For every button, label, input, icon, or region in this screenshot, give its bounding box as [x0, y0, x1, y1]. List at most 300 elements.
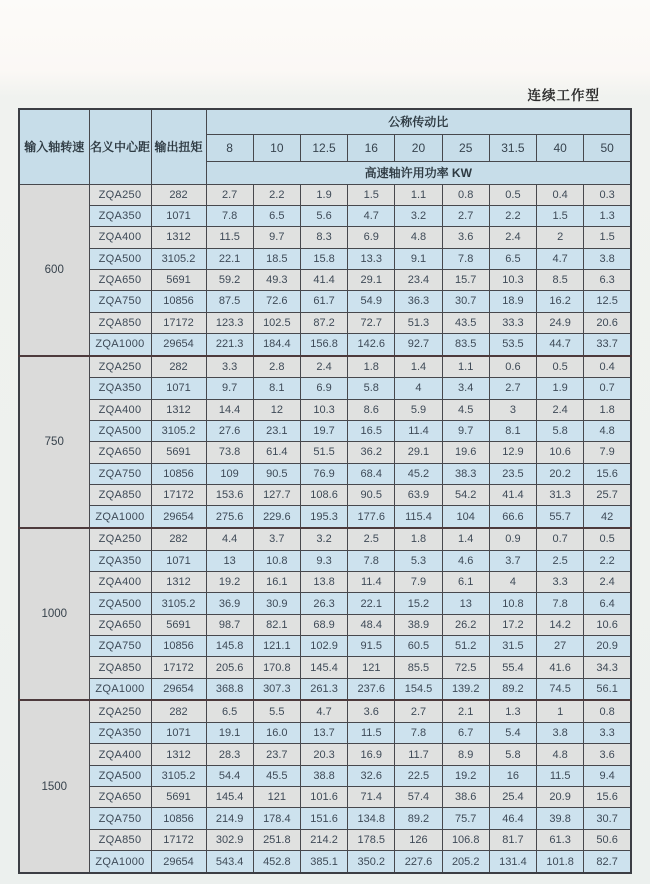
power-value-cell: 229.6	[253, 506, 300, 528]
power-value-cell: 261.3	[300, 678, 347, 700]
power-value-cell: 1.1	[442, 356, 489, 378]
power-value-cell: 275.6	[206, 506, 253, 528]
power-value-cell: 6.9	[348, 227, 395, 248]
power-value-cell: 3.7	[489, 550, 536, 571]
torque-cell: 10856	[151, 291, 206, 312]
power-value-cell: 17.2	[489, 614, 536, 635]
power-value-cell: 153.6	[206, 484, 253, 505]
power-value-cell: 16.9	[348, 744, 395, 765]
power-value-cell: 4.6	[442, 550, 489, 571]
power-value-cell: 11.5	[206, 227, 253, 248]
power-value-cell: 19.2	[206, 572, 253, 593]
power-value-cell: 91.5	[348, 636, 395, 657]
power-value-cell: 74.5	[537, 678, 584, 700]
power-value-cell: 221.3	[206, 333, 253, 355]
table-row	[19, 700, 631, 722]
power-value-cell: 8.5	[537, 269, 584, 290]
header-ratio-value: 40	[537, 134, 584, 161]
model-cell: ZQA750	[89, 291, 151, 312]
table-row	[19, 572, 631, 593]
power-value-cell: 30.7	[584, 808, 631, 829]
header-ratio-value: 8	[206, 134, 253, 161]
power-value-cell: 20.9	[584, 636, 631, 657]
torque-cell: 1071	[151, 550, 206, 571]
power-value-cell: 205.2	[442, 851, 489, 873]
group-speed-cell: 1500	[19, 700, 89, 873]
power-value-cell: 68.4	[348, 463, 395, 484]
power-value-cell: 4	[395, 378, 442, 399]
power-value-cell: 6.4	[584, 593, 631, 614]
table-row	[19, 227, 631, 248]
spec-table	[18, 108, 632, 874]
power-value-cell: 33.7	[584, 333, 631, 355]
power-value-cell: 170.8	[253, 657, 300, 678]
power-value-cell: 92.7	[395, 333, 442, 355]
power-value-cell: 6.5	[253, 205, 300, 226]
torque-cell: 282	[151, 528, 206, 550]
power-value-cell: 2.7	[489, 378, 536, 399]
model-cell: ZQA500	[89, 420, 151, 441]
power-value-cell: 106.8	[442, 829, 489, 850]
model-cell: ZQA250	[89, 528, 151, 550]
group-speed-cell: 600	[19, 184, 89, 356]
table-row	[19, 312, 631, 333]
power-value-cell: 14.2	[537, 614, 584, 635]
power-value-cell: 11.5	[348, 723, 395, 744]
table-row	[19, 269, 631, 290]
power-value-cell: 0.5	[584, 528, 631, 550]
torque-cell: 5691	[151, 787, 206, 808]
power-value-cell: 31.5	[489, 636, 536, 657]
power-value-cell: 4.5	[442, 399, 489, 420]
power-value-cell: 2.2	[584, 550, 631, 571]
header-ratio-value: 25	[442, 134, 489, 161]
table-row	[19, 550, 631, 571]
torque-cell: 282	[151, 184, 206, 205]
table-row	[19, 829, 631, 850]
power-value-cell: 9.3	[300, 550, 347, 571]
power-value-cell: 51.2	[442, 636, 489, 657]
power-value-cell: 20.6	[584, 312, 631, 333]
power-value-cell: 6.5	[489, 248, 536, 269]
power-value-cell: 1.9	[300, 184, 347, 205]
power-value-cell: 2.5	[537, 550, 584, 571]
power-value-cell: 10.6	[584, 614, 631, 635]
power-value-cell: 27	[537, 636, 584, 657]
power-value-cell: 1.3	[584, 205, 631, 226]
power-value-cell: 145.8	[206, 636, 253, 657]
power-value-cell: 3.6	[348, 700, 395, 722]
power-value-cell: 109	[206, 463, 253, 484]
power-value-cell: 45.5	[253, 765, 300, 786]
model-cell: ZQA350	[89, 550, 151, 571]
table-row	[19, 723, 631, 744]
power-value-cell: 5.8	[489, 744, 536, 765]
power-value-cell: 145.4	[206, 787, 253, 808]
power-value-cell: 9.7	[206, 378, 253, 399]
header-center-distance: 名义中心距	[89, 109, 151, 184]
power-value-cell: 54.9	[348, 291, 395, 312]
group-speed-cell: 1000	[19, 528, 89, 700]
power-value-cell: 48.4	[348, 614, 395, 635]
power-value-cell: 0.8	[442, 184, 489, 205]
model-cell: ZQA1000	[89, 851, 151, 873]
power-value-cell: 59.2	[206, 269, 253, 290]
torque-cell: 282	[151, 356, 206, 378]
model-cell: ZQA850	[89, 657, 151, 678]
power-value-cell: 10.3	[300, 399, 347, 420]
power-value-cell: 18.9	[489, 291, 536, 312]
power-value-cell: 11.4	[348, 572, 395, 593]
torque-cell: 17172	[151, 829, 206, 850]
power-value-cell: 10.6	[537, 442, 584, 463]
power-value-cell: 13.7	[300, 723, 347, 744]
model-cell: ZQA750	[89, 636, 151, 657]
power-value-cell: 0.4	[537, 184, 584, 205]
power-value-cell: 89.2	[489, 678, 536, 700]
model-cell: ZQA250	[89, 356, 151, 378]
power-value-cell: 36.3	[395, 291, 442, 312]
header-power-note: 高速轴许用功率 KW	[206, 161, 631, 184]
power-value-cell: 87.5	[206, 291, 253, 312]
power-value-cell: 115.4	[395, 506, 442, 528]
power-value-cell: 12	[253, 399, 300, 420]
torque-cell: 17172	[151, 484, 206, 505]
power-value-cell: 3.2	[395, 205, 442, 226]
power-value-cell: 38.6	[442, 787, 489, 808]
power-value-cell: 90.5	[348, 484, 395, 505]
power-value-cell: 49.3	[253, 269, 300, 290]
power-value-cell: 34.3	[584, 657, 631, 678]
power-value-cell: 7.8	[348, 550, 395, 571]
power-value-cell: 452.8	[253, 851, 300, 873]
power-value-cell: 75.7	[442, 808, 489, 829]
power-value-cell: 205.6	[206, 657, 253, 678]
power-value-cell: 307.3	[253, 678, 300, 700]
table-row	[19, 420, 631, 441]
power-value-cell: 61.3	[537, 829, 584, 850]
torque-cell: 1071	[151, 205, 206, 226]
power-value-cell: 15.6	[584, 463, 631, 484]
power-value-cell: 53.5	[489, 333, 536, 355]
power-value-cell: 38.8	[300, 765, 347, 786]
power-value-cell: 7.9	[395, 572, 442, 593]
power-value-cell: 8.3	[300, 227, 347, 248]
power-value-cell: 30.7	[442, 291, 489, 312]
power-value-cell: 19.1	[206, 723, 253, 744]
power-value-cell: 11.4	[395, 420, 442, 441]
power-value-cell: 6.5	[206, 700, 253, 722]
power-value-cell: 16.0	[253, 723, 300, 744]
model-cell: ZQA500	[89, 765, 151, 786]
power-value-cell: 4	[489, 572, 536, 593]
power-value-cell: 1.5	[584, 227, 631, 248]
power-value-cell: 543.4	[206, 851, 253, 873]
power-value-cell: 20.3	[300, 744, 347, 765]
power-value-cell: 23.4	[395, 269, 442, 290]
table-row	[19, 184, 631, 205]
table-row	[19, 356, 631, 378]
torque-cell: 5691	[151, 269, 206, 290]
power-value-cell: 15.6	[584, 787, 631, 808]
power-value-cell: 90.5	[253, 463, 300, 484]
table-row	[19, 205, 631, 226]
group-speed-cell: 750	[19, 356, 89, 528]
torque-cell: 5691	[151, 442, 206, 463]
power-value-cell: 3.3	[537, 572, 584, 593]
header-ratio-group: 公称传动比	[206, 109, 631, 134]
model-cell: ZQA500	[89, 248, 151, 269]
power-value-cell: 26.3	[300, 593, 347, 614]
power-value-cell: 54.4	[206, 765, 253, 786]
power-value-cell: 177.6	[348, 506, 395, 528]
power-value-cell: 60.5	[395, 636, 442, 657]
power-value-cell: 15.8	[300, 248, 347, 269]
power-value-cell: 184.4	[253, 333, 300, 355]
power-value-cell: 145.4	[300, 657, 347, 678]
power-value-cell: 4.7	[348, 205, 395, 226]
power-value-cell: 127.7	[253, 484, 300, 505]
power-value-cell: 5.6	[300, 205, 347, 226]
power-value-cell: 11.7	[395, 744, 442, 765]
power-value-cell: 2.4	[537, 399, 584, 420]
header-input-speed: 输入轴转速	[19, 109, 89, 184]
power-value-cell: 2.8	[253, 356, 300, 378]
power-value-cell: 156.8	[300, 333, 347, 355]
torque-cell: 1312	[151, 399, 206, 420]
table-row	[19, 744, 631, 765]
model-cell: ZQA400	[89, 744, 151, 765]
power-value-cell: 5.8	[348, 378, 395, 399]
power-value-cell: 31.3	[537, 484, 584, 505]
power-value-cell: 0.8	[584, 700, 631, 722]
power-value-cell: 61.7	[300, 291, 347, 312]
power-value-cell: 6.3	[584, 269, 631, 290]
power-value-cell: 19.2	[442, 765, 489, 786]
table-row	[19, 657, 631, 678]
power-value-cell: 3.6	[442, 227, 489, 248]
power-value-cell: 2.7	[395, 700, 442, 722]
power-value-cell: 2.4	[489, 227, 536, 248]
header-ratio-value: 12.5	[300, 134, 347, 161]
table-row	[19, 291, 631, 312]
power-value-cell: 9.4	[584, 765, 631, 786]
power-value-cell: 22.1	[348, 593, 395, 614]
power-value-cell: 368.8	[206, 678, 253, 700]
power-value-cell: 26.2	[442, 614, 489, 635]
power-value-cell: 4.8	[584, 420, 631, 441]
model-cell: ZQA1000	[89, 333, 151, 355]
power-value-cell: 2.5	[348, 528, 395, 550]
power-value-cell: 51.3	[395, 312, 442, 333]
power-value-cell: 102.5	[253, 312, 300, 333]
power-value-cell: 0.7	[584, 378, 631, 399]
power-value-cell: 19.6	[442, 442, 489, 463]
power-value-cell: 41.6	[537, 657, 584, 678]
power-value-cell: 385.1	[300, 851, 347, 873]
power-value-cell: 1	[537, 700, 584, 722]
power-value-cell: 237.6	[348, 678, 395, 700]
power-value-cell: 1.4	[442, 528, 489, 550]
power-value-cell: 82.1	[253, 614, 300, 635]
model-cell: ZQA350	[89, 378, 151, 399]
model-cell: ZQA850	[89, 484, 151, 505]
power-value-cell: 36.2	[348, 442, 395, 463]
power-value-cell: 87.2	[300, 312, 347, 333]
power-value-cell: 12.9	[489, 442, 536, 463]
power-value-cell: 10.8	[489, 593, 536, 614]
power-value-cell: 10.8	[253, 550, 300, 571]
power-value-cell: 2.4	[584, 572, 631, 593]
model-cell: ZQA750	[89, 808, 151, 829]
power-value-cell: 302.9	[206, 829, 253, 850]
torque-cell: 3105.2	[151, 420, 206, 441]
power-value-cell: 38.3	[442, 463, 489, 484]
power-value-cell: 0.5	[537, 356, 584, 378]
torque-cell: 3105.2	[151, 248, 206, 269]
power-value-cell: 16.2	[537, 291, 584, 312]
power-value-cell: 83.5	[442, 333, 489, 355]
power-value-cell: 151.6	[300, 808, 347, 829]
table-row	[19, 636, 631, 657]
power-value-cell: 1.3	[489, 700, 536, 722]
table-row	[19, 506, 631, 528]
power-value-cell: 2.7	[206, 184, 253, 205]
power-value-cell: 19.7	[300, 420, 347, 441]
power-value-cell: 14.4	[206, 399, 253, 420]
power-value-cell: 5.3	[395, 550, 442, 571]
power-value-cell: 0.5	[489, 184, 536, 205]
power-value-cell: 28.3	[206, 744, 253, 765]
power-value-cell: 20.2	[537, 463, 584, 484]
power-value-cell: 214.2	[300, 829, 347, 850]
power-value-cell: 1.9	[537, 378, 584, 399]
power-value-cell: 104	[442, 506, 489, 528]
power-value-cell: 39.8	[537, 808, 584, 829]
power-value-cell: 134.8	[348, 808, 395, 829]
header-ratio-value: 50	[584, 134, 631, 161]
power-value-cell: 0.3	[584, 184, 631, 205]
power-value-cell: 0.7	[537, 528, 584, 550]
model-cell: ZQA350	[89, 723, 151, 744]
power-value-cell: 2.1	[442, 700, 489, 722]
power-value-cell: 85.5	[395, 657, 442, 678]
power-value-cell: 13	[206, 550, 253, 571]
torque-cell: 1312	[151, 227, 206, 248]
model-cell: ZQA400	[89, 572, 151, 593]
power-value-cell: 1.5	[348, 184, 395, 205]
power-value-cell: 121	[348, 657, 395, 678]
power-value-cell: 101.6	[300, 787, 347, 808]
power-value-cell: 0.6	[489, 356, 536, 378]
power-value-cell: 63.9	[395, 484, 442, 505]
torque-cell: 1312	[151, 744, 206, 765]
table-row	[19, 787, 631, 808]
power-value-cell: 23.1	[253, 420, 300, 441]
power-value-cell: 2	[537, 227, 584, 248]
power-value-cell: 227.6	[395, 851, 442, 873]
power-value-cell: 25.4	[489, 787, 536, 808]
table-row	[19, 614, 631, 635]
model-cell: ZQA1000	[89, 506, 151, 528]
power-value-cell: 3	[489, 399, 536, 420]
power-value-cell: 251.8	[253, 829, 300, 850]
power-value-cell: 38.9	[395, 614, 442, 635]
power-value-cell: 23.5	[489, 463, 536, 484]
power-value-cell: 33.3	[489, 312, 536, 333]
table-body	[19, 184, 631, 873]
power-value-cell: 50.6	[584, 829, 631, 850]
power-value-cell: 16.1	[253, 572, 300, 593]
model-cell: ZQA850	[89, 312, 151, 333]
power-value-cell: 72.7	[348, 312, 395, 333]
power-value-cell: 8.9	[442, 744, 489, 765]
power-value-cell: 1.8	[584, 399, 631, 420]
power-value-cell: 108.6	[300, 484, 347, 505]
power-value-cell: 61.4	[253, 442, 300, 463]
power-value-cell: 8.1	[253, 378, 300, 399]
power-value-cell: 51.5	[300, 442, 347, 463]
table-row	[19, 765, 631, 786]
power-value-cell: 72.5	[442, 657, 489, 678]
model-cell: ZQA850	[89, 829, 151, 850]
power-value-cell: 1.8	[395, 528, 442, 550]
power-value-cell: 13	[442, 593, 489, 614]
power-value-cell: 32.6	[348, 765, 395, 786]
power-value-cell: 9.1	[395, 248, 442, 269]
power-value-cell: 7.9	[584, 442, 631, 463]
torque-cell: 5691	[151, 614, 206, 635]
model-cell: ZQA350	[89, 205, 151, 226]
power-value-cell: 121.1	[253, 636, 300, 657]
power-value-cell: 123.3	[206, 312, 253, 333]
torque-cell: 282	[151, 700, 206, 722]
power-value-cell: 27.6	[206, 420, 253, 441]
power-value-cell: 131.4	[489, 851, 536, 873]
power-value-cell: 43.5	[442, 312, 489, 333]
power-value-cell: 1.4	[395, 356, 442, 378]
table-header	[19, 109, 631, 184]
power-value-cell: 46.4	[489, 808, 536, 829]
power-value-cell: 5.5	[253, 700, 300, 722]
torque-cell: 10856	[151, 636, 206, 657]
power-value-cell: 1.5	[537, 205, 584, 226]
power-value-cell: 102.9	[300, 636, 347, 657]
power-value-cell: 142.6	[348, 333, 395, 355]
power-value-cell: 3.3	[206, 356, 253, 378]
power-value-cell: 22.5	[395, 765, 442, 786]
power-value-cell: 73.8	[206, 442, 253, 463]
power-value-cell: 3.8	[584, 248, 631, 269]
power-value-cell: 3.3	[584, 723, 631, 744]
power-value-cell: 41.4	[489, 484, 536, 505]
torque-cell: 29654	[151, 851, 206, 873]
power-value-cell: 98.7	[206, 614, 253, 635]
power-value-cell: 7.8	[206, 205, 253, 226]
power-value-cell: 68.9	[300, 614, 347, 635]
torque-cell: 29654	[151, 333, 206, 355]
power-value-cell: 10.3	[489, 269, 536, 290]
table-row	[19, 333, 631, 355]
power-value-cell: 5.9	[395, 399, 442, 420]
power-value-cell: 89.2	[395, 808, 442, 829]
model-cell: ZQA650	[89, 442, 151, 463]
power-value-cell: 8.6	[348, 399, 395, 420]
torque-cell: 1071	[151, 723, 206, 744]
power-value-cell: 57.4	[395, 787, 442, 808]
torque-cell: 3105.2	[151, 593, 206, 614]
torque-cell: 10856	[151, 808, 206, 829]
